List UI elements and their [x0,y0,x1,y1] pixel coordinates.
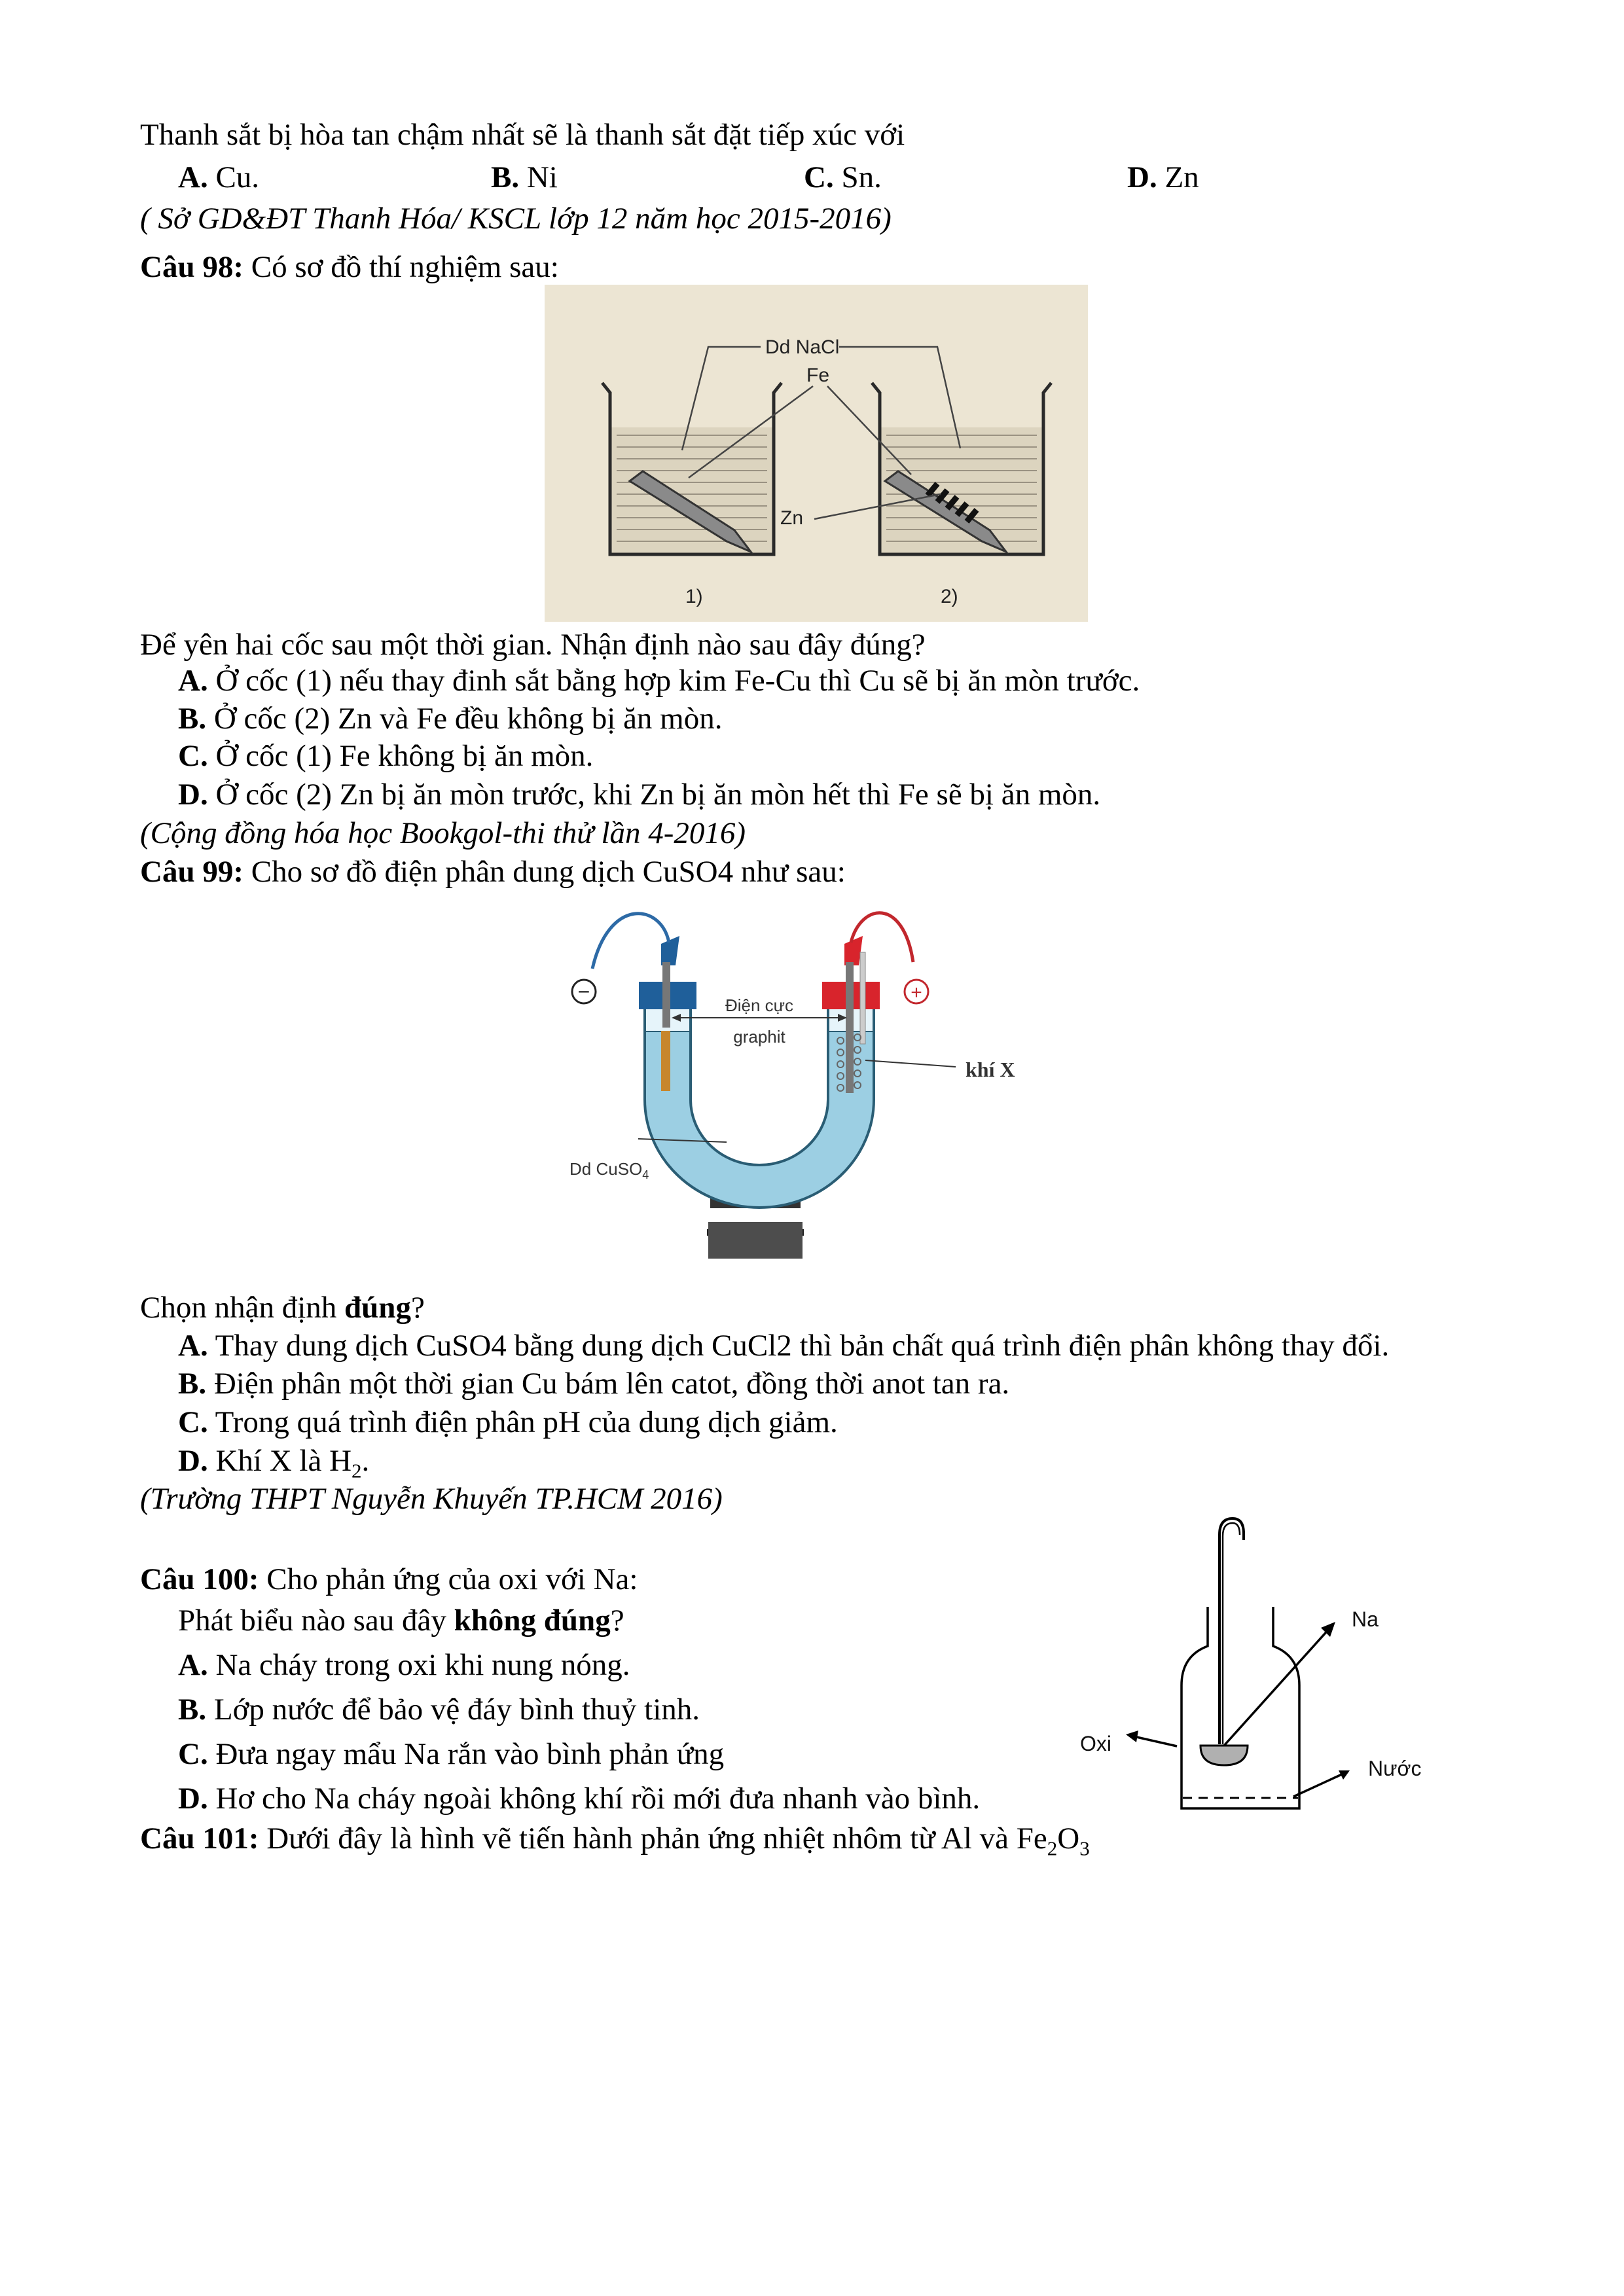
option-text: Trong quá trình điện phân pH của dung dịch giảm. [208,1405,838,1439]
sodium-oxygen-figure [1060,1515,1479,1829]
question-100-heading [140,1561,638,1598]
option-text: Ở cốc (2) Zn bị ăn mòn trước, khi Zn bị ăn mòn hết thì Fe sẽ bị ăn mòn. [208,778,1101,812]
positive-sign: + [911,982,922,1003]
q100-option-b [178,1691,700,1728]
iron-label: Fe [806,365,830,386]
q99-source: (Trường THPT Nguyễn Khuyến TP.HCM 2016) [140,1482,723,1516]
emphasis: đúng [344,1291,411,1325]
option-text: Khí X là H [208,1444,352,1478]
option-text: Sn. [833,160,882,194]
q100-option-c [178,1736,724,1772]
option-letter: B. [178,1693,207,1727]
option-letter: A. [178,664,208,698]
option-letter: B. [491,160,520,194]
na-arrow [1224,1628,1330,1746]
q97-option-b [491,159,558,196]
zinc-label: Zn [780,507,804,529]
beaker-1-label: 1) [685,586,703,607]
water-label: Nước [1368,1757,1422,1780]
corrosion-beakers-figure [545,285,1088,622]
option-letter: D. [178,778,208,812]
q98-option-a [178,662,1140,699]
option-letter: D. [178,1444,208,1478]
option-text: Cu. [208,160,260,194]
option-letter: A. [178,160,208,194]
question-101-heading: Câu 101: Dưới đây là hình vẽ tiến hành phản ứng nhiệt nhôm từ Al và $Fe_2O_3$ [140,1821,1090,1860]
option-letter: D. [178,1782,208,1816]
anode-rod [846,962,854,1093]
gas-pointer [865,1060,956,1067]
question-98-heading [140,249,559,285]
q98-source: (Cộng đồng hóa học Bookgol-thi thử lần 4-2016) [140,816,746,850]
question-label: Câu 98: [140,250,244,284]
question-98-stem: Để yên hai cốc sau một thời gian. Nhận định nào sau đây đúng? [140,628,926,662]
q97-option-c [804,159,882,196]
question-label: Câu 99: [140,855,244,889]
question-text: Cho sơ đồ điện phân dung dịch CuSO4 như sau: [243,855,846,889]
beaker-2-label: 2) [941,586,958,607]
question-label: Câu 101: [140,1821,259,1856]
q99-option-d: D. Khí X là $H_2$. [178,1444,370,1482]
q97-option-d [1127,159,1199,196]
water-arrow [1293,1774,1343,1797]
option-text: Lớp nước để bảo vệ đáy bình thuỷ tinh. [206,1693,700,1727]
copper-deposit [661,1031,670,1091]
question-99-heading [140,853,846,890]
option-letter: C. [178,1737,208,1771]
question-text: Dưới đây là hình vẽ tiến hành phản ứng nhiệt nhôm từ Al và Fe [259,1821,1047,1856]
option-text: Đưa ngay mẩu Na rắn vào bình phản ứng [208,1737,725,1771]
option-text: Zn [1157,160,1199,194]
q99-option-b [178,1365,1009,1402]
q100-option-a [178,1647,630,1683]
option-letter: B. [178,1367,207,1401]
question-text: Cho phản ứng của oxi với Na: [259,1562,638,1596]
cathode-wire [592,914,669,969]
option-text: Điện phân một thời gian Cu bám lên catot, đồng thời anot tan ra. [206,1367,1010,1401]
option-letter: C. [178,1405,208,1439]
option-letter: B. [178,702,207,736]
q99-option-c [178,1404,838,1441]
q98-option-b [178,700,722,737]
option-text: Na cháy trong oxi khi nung nóng. [208,1648,630,1682]
negative-sign: − [577,980,590,1003]
solution-label: Dd CuSO$_4$ [569,1159,649,1181]
solution-label: Dd NaCl [765,336,840,358]
question-text: Có sơ đồ thí nghiệm sau: [243,250,559,284]
option-text: Ở cốc (1) Fe không bị ăn mòn. [208,739,594,773]
question-100-stem: Phát biểu nào sau đây không đúng? [178,1604,624,1638]
option-letter: C. [178,739,208,773]
option-letter: D. [1127,160,1157,194]
electrolysis-figure [563,903,1100,1266]
cathode-rod [662,962,670,1028]
u-tube-solution [645,1031,874,1208]
emphasis: không đúng [454,1604,611,1638]
option-letter: C. [804,160,834,194]
na-label: Na [1352,1607,1379,1631]
q97-source: ( Sở GD&ĐT Thanh Hóa/ KSCL lớp 12 năm học 2015-2016) [140,202,892,236]
electrode-label-line1: Điện cực [725,996,794,1015]
option-text: Ở cốc (2) Zn và Fe đều không bị ăn mòn. [206,702,723,736]
option-text: Thay dung dịch CuSO4 bằng dung dịch CuCl2 thì bản chất quá trình điện phân không thay đổi. [208,1329,1390,1363]
question-99-stem: Chọn nhận định đúng? [140,1291,425,1325]
sodium-spoon-cup [1200,1746,1248,1765]
gas-label: khí X [965,1058,1015,1081]
q97-option-a [178,159,259,196]
option-letter: A. [178,1329,208,1363]
q98-option-c [178,738,593,774]
oxi-label: Oxi [1080,1732,1111,1755]
q100-option-d [178,1780,980,1817]
oxi-arrow [1134,1736,1177,1746]
electrode-label-line2: graphit [733,1027,785,1047]
q98-option-d [178,776,1100,813]
question-97-stem: Thanh sắt bị hòa tan chậm nhất sẽ là thanh sắt đặt tiếp xúc với [140,118,905,152]
option-text: Ni [519,160,558,194]
option-letter: A. [178,1648,208,1682]
bottle-outline [1182,1607,1299,1808]
option-text: Hơ cho Na cháy ngoài không khí rồi mới đưa nhanh vào bình. [208,1782,981,1816]
q99-option-a [178,1327,1389,1364]
question-label: Câu 100: [140,1562,259,1596]
stand-base [708,1222,803,1259]
option-text: Ở cốc (1) nếu thay đinh sắt bằng hợp kim Fe-Cu thì Cu sẽ bị ăn mòn trước. [208,664,1140,698]
